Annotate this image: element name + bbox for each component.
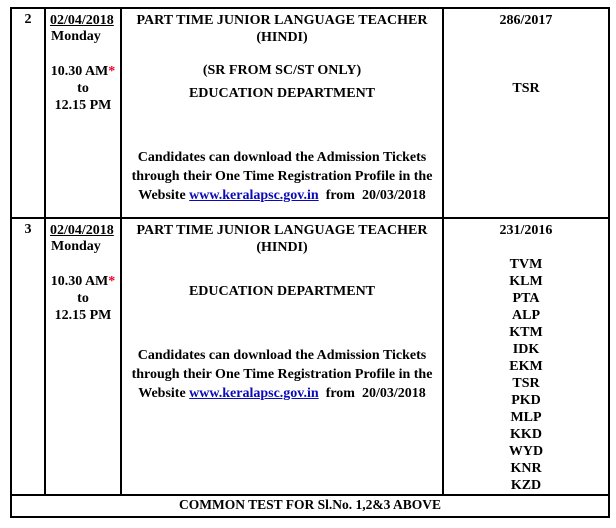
- list-item: KLM: [509, 274, 543, 289]
- exam-date: 02/04/2018: [50, 13, 114, 28]
- list-item: ALP: [512, 308, 540, 323]
- post-note: (SR FROM SC/ST ONLY): [202, 63, 362, 78]
- list-item: KNR: [510, 461, 542, 476]
- time-to: to: [77, 291, 89, 306]
- serial-number: 2: [11, 8, 45, 218]
- admission-note-line3: Website www.keralapsc.gov.in from 20/03/2018: [138, 386, 426, 401]
- list-item: TSR: [512, 81, 540, 96]
- keralapsc-link[interactable]: www.keralapsc.gov.in: [189, 386, 319, 401]
- asterisk-mark: *: [108, 274, 116, 289]
- exam-schedule-table: [10, 7, 610, 518]
- admission-note-line3: Website www.keralapsc.gov.in from 20/03/2018: [138, 188, 426, 203]
- post-name: PART TIME JUNIOR LANGUAGE TEACHER: [136, 13, 428, 28]
- department: EDUCATION DEPARTMENT: [188, 284, 376, 299]
- exam-time: 10.30 AM*: [50, 274, 116, 289]
- list-item: IDK: [512, 342, 540, 357]
- post-subject: (HINDI): [256, 240, 308, 255]
- department: EDUCATION DEPARTMENT: [188, 86, 376, 101]
- time-end: 12.15 PM: [54, 98, 112, 113]
- admission-note-line2: through their One Time Registration Profile in the: [131, 169, 433, 184]
- category-number: 231/2016: [499, 223, 553, 238]
- list-item: TSR: [512, 376, 540, 391]
- admission-note-line1: Candidates can download the Admission Tickets: [137, 150, 427, 165]
- admission-note-line2: through their One Time Registration Profile in the: [131, 367, 433, 382]
- exam-day: Monday: [51, 239, 101, 254]
- category-number: 286/2017: [499, 13, 553, 28]
- common-test-note: COMMON TEST FOR Sl.No. 1,2&3 ABOVE: [11, 495, 609, 517]
- district-list: [444, 80, 608, 97]
- table-row: [11, 218, 609, 495]
- date-time-cell: [45, 218, 121, 495]
- list-item: MLP: [510, 410, 542, 425]
- time-to: to: [77, 81, 89, 96]
- list-item: PTA: [512, 291, 540, 306]
- list-item: WYD: [508, 444, 544, 459]
- list-item: PKD: [511, 393, 541, 408]
- list-item: TVM: [509, 257, 543, 272]
- district-list: [444, 256, 608, 494]
- exam-date: 02/04/2018: [50, 223, 114, 238]
- time-end: 12.15 PM: [54, 308, 112, 323]
- category-cell: [443, 218, 609, 495]
- exam-day: Monday: [51, 29, 101, 44]
- list-item: KZD: [510, 478, 542, 493]
- serial-number: 3: [11, 218, 45, 495]
- footer-row: [11, 495, 609, 517]
- date-time-cell: [45, 8, 121, 218]
- exam-time: 10.30 AM*: [50, 64, 116, 79]
- admission-note-line1: Candidates can download the Admission Tickets: [137, 348, 427, 363]
- asterisk-mark: *: [108, 64, 116, 79]
- list-item: KKD: [510, 427, 542, 442]
- list-item: EKM: [509, 359, 543, 374]
- keralapsc-link[interactable]: www.keralapsc.gov.in: [189, 188, 319, 203]
- table-row: [11, 8, 609, 218]
- post-subject: (HINDI): [256, 30, 308, 45]
- post-name: PART TIME JUNIOR LANGUAGE TEACHER: [136, 223, 428, 238]
- category-cell: [443, 8, 609, 218]
- post-details-cell: [121, 218, 443, 495]
- list-item: KTM: [509, 325, 543, 340]
- post-details-cell: [121, 8, 443, 218]
